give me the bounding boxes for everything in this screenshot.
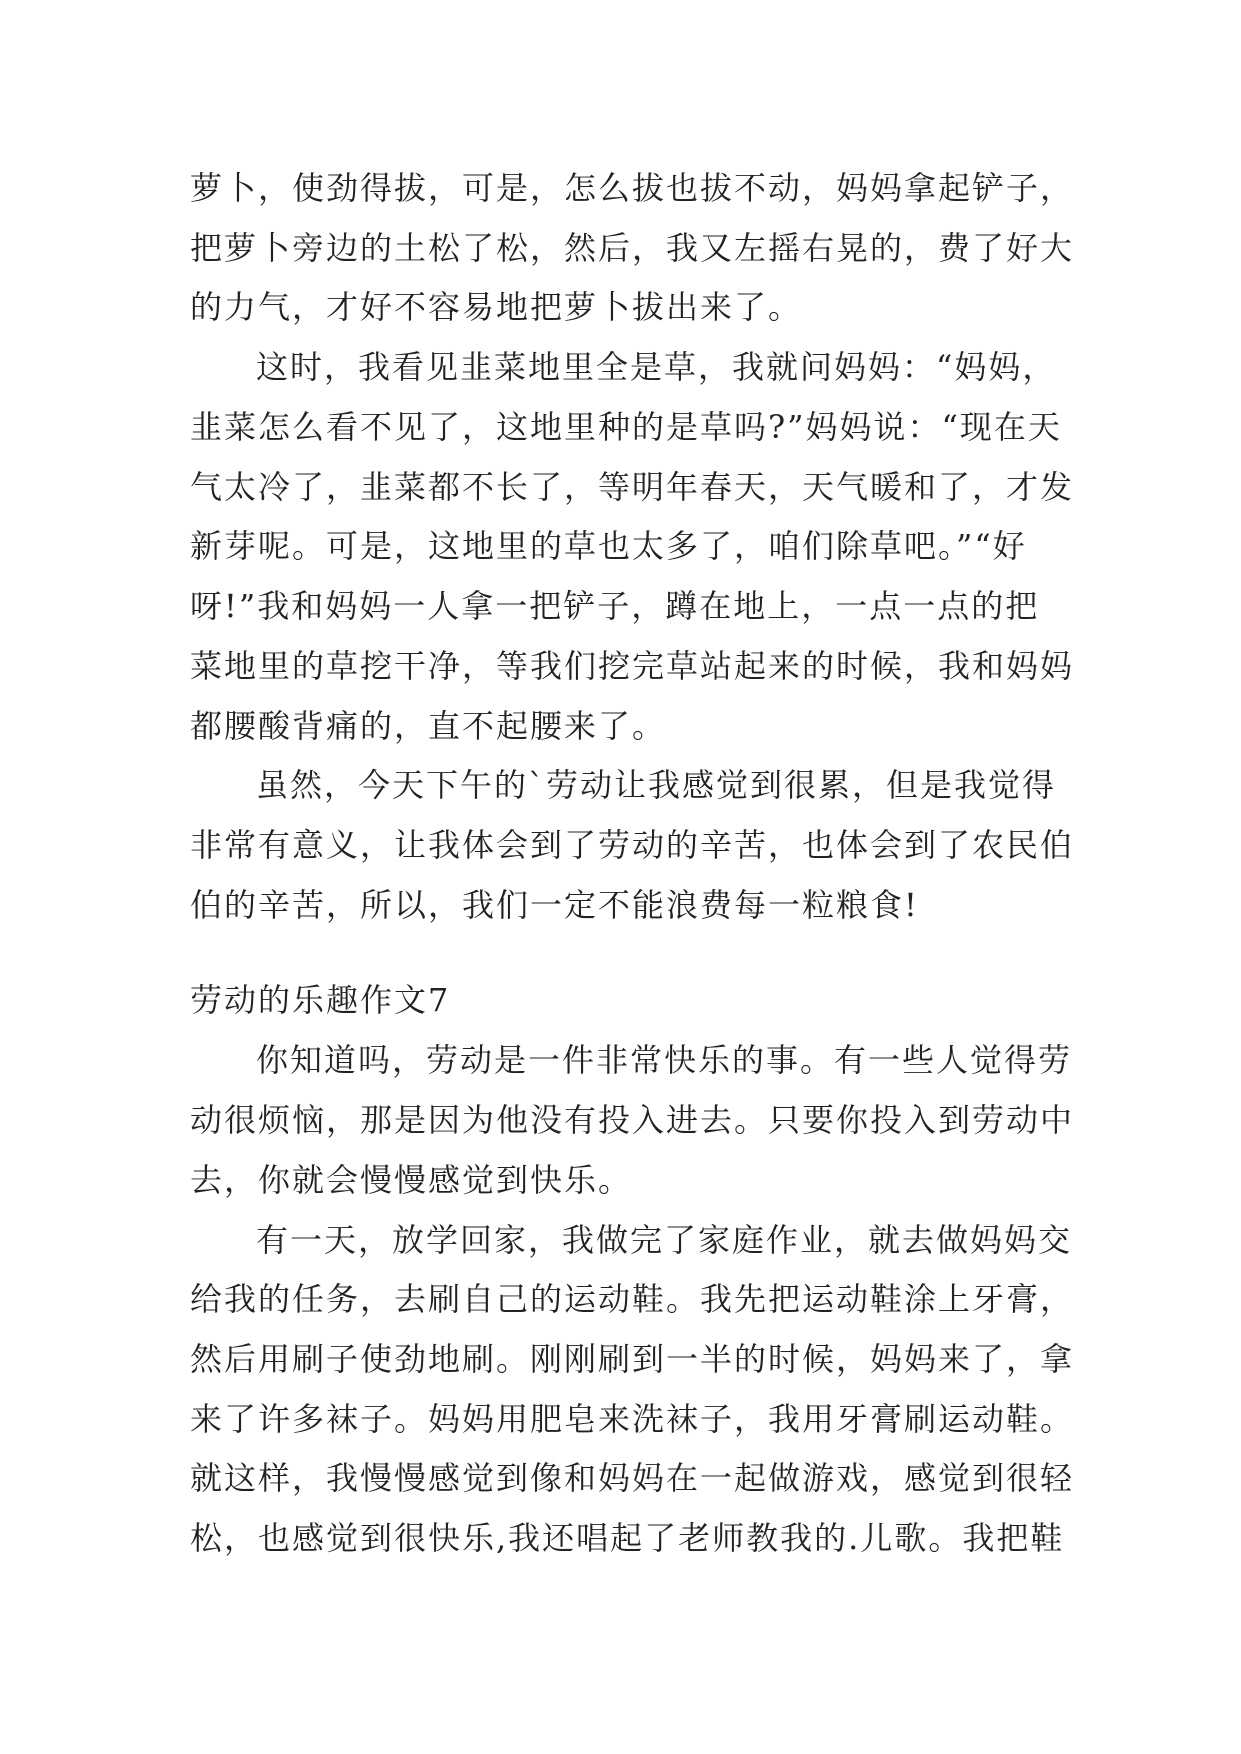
paragraph-first-line: 虽然，今天下午的`劳动让我感觉到很累，但是我觉得 <box>256 766 1057 804</box>
text-line: 菜地里的草挖干净，等我们挖完草站起来的时候，我和妈妈 <box>190 647 1075 685</box>
text-line: 的力气，才好不容易地把萝卜拔出来了。 <box>190 288 803 326</box>
section-heading: 劳动的乐趣作文7 <box>190 981 451 1019</box>
text-line: 萝卜，使劲得拔，可是，怎么拔也拔不动，妈妈拿起铲子， <box>190 169 1075 207</box>
text-line: 韭菜怎么看不见了，这地里种的是草吗?”妈妈说：“现在天 <box>190 408 1062 446</box>
paragraph-first-line: 你知道吗，劳动是一件非常快乐的事。有一些人觉得劳 <box>256 1041 1073 1079</box>
text-line: 来了许多袜子。妈妈用肥皂来洗袜子，我用牙膏刷运动鞋。 <box>190 1400 1075 1438</box>
text-line: 动很烦恼，那是因为他没有投入进去。只要你投入到劳动中 <box>190 1101 1075 1139</box>
text-line: 松，也感觉到很快乐,我还唱起了老师教我的.儿歌。我把鞋 <box>190 1519 1065 1557</box>
text-line: 把萝卜旁边的土松了松，然后，我又左摇右晃的，费了好大 <box>190 229 1075 267</box>
paragraph-first-line: 这时，我看见韭菜地里全是草，我就问妈妈：“妈妈， <box>256 348 1057 386</box>
text-line: 气太冷了，韭菜都不长了，等明年春天，天气暖和了，才发 <box>190 468 1075 506</box>
paragraph-first-line: 有一天，放学回家，我做完了家庭作业，就去做妈妈交 <box>256 1221 1073 1259</box>
text-line: 就这样，我慢慢感觉到像和妈妈在一起做游戏，感觉到很轻 <box>190 1459 1075 1497</box>
text-line: 给我的任务，去刷自己的运动鞋。我先把运动鞋涂上牙膏， <box>190 1280 1075 1318</box>
text-line: 新芽呢。可是，这地里的草也太多了，咱们除草吧。”“好 <box>190 527 1027 565</box>
text-line: 然后用刷子使劲地刷。刚刚刷到一半的时候，妈妈来了，拿 <box>190 1340 1075 1378</box>
text-line: 非常有意义，让我体会到了劳动的辛苦，也体会到了农民伯 <box>190 826 1075 864</box>
text-line: 伯的辛苦，所以，我们一定不能浪费每一粒粮食! <box>190 886 919 924</box>
text-line: 去，你就会慢慢感觉到快乐。 <box>190 1161 633 1199</box>
text-line: 呀!”我和妈妈一人拿一把铲子，蹲在地上，一点一点的把 <box>190 587 1040 625</box>
text-line: 都腰酸背痛的，直不起腰来了。 <box>190 707 667 745</box>
